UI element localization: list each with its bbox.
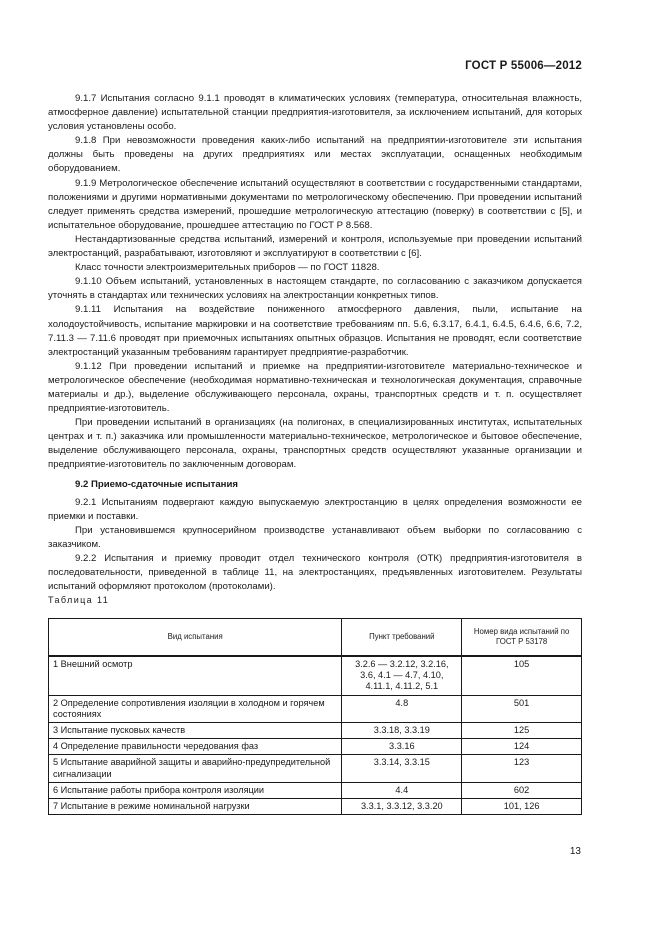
- cell-number: 602: [462, 782, 582, 798]
- table-row: [49, 723, 582, 739]
- paragraph: 9.1.11 Испытания на воздействие пониженного атмосферного давления, пыли, испытание на холодоустойчивость, испытание маркировки и на соответствие требованиям пп. 5.6, 6.3.17, 6.4.1, 6.4.5, 6.4.6, 6.6, 7.2, 7.11.3 — 7.11.6 проводят при приемочных испытаниях опытных образцов. Испытания не проводят, если соответствие электростанций указанным требованиям гарантирует предприятие-разработчик.: [48, 304, 582, 358]
- paragraph: 9.1.7 Испытания согласно 9.1.1 проводят в климатических условиях (температура, относительная влажность, атмосферное давление) испытательной станции предприятия-изготовителя, за исключением испытаний, для которых условия установлены особо.: [48, 93, 582, 133]
- cell-test: 7 Испытание в режиме номинальной нагрузки: [49, 799, 342, 815]
- cell-requirement: 3.3.1, 3.3.12, 3.3.20: [342, 799, 462, 815]
- cell-number: 124: [462, 739, 582, 755]
- cell-requirement: 3.3.18, 3.3.19: [342, 723, 462, 739]
- table-header-row: [49, 619, 582, 657]
- table-row: [49, 739, 582, 755]
- paragraph: 9.1.8 При невозможности проведения каких-либо испытаний на предприятии-изготовителе эти испытания должны быть проведены на других предприятиях или местах эксплуатации, оснащенных необходимым оборудованием.: [48, 135, 582, 175]
- paragraph: 9.1.9 Метрологическое обеспечение испытаний осуществляют в соответствии с государственными стандартами, положениями и другими нормативными документами по метрологическому обеспечению. При проведении испытаний следует применять средства измерений, прошедшие метрологическую аттестацию (поверку) в соответствии с [5], и испытательное оборудование, прошедшее аттестацию по ГОСТ Р 8.568.: [48, 177, 582, 231]
- table-row: [49, 755, 582, 782]
- table-row: [49, 782, 582, 798]
- tests-table: [48, 618, 582, 815]
- table-row: [49, 656, 582, 695]
- table-row: [49, 799, 582, 815]
- table-row: [49, 695, 582, 722]
- cell-test: 1 Внешний осмотр: [49, 656, 342, 695]
- header-test-number: Номер вида испытаний по ГОСТ Р 53178: [462, 619, 582, 657]
- cell-requirement: 4.4: [342, 782, 462, 798]
- paragraph: Класс точности электроизмерительных приборов — по ГОСТ 11828.: [75, 262, 380, 274]
- paragraph: При проведении испытаний в организациях (на полигонах, в специализированных институтах, испытательных центрах и т. п.) заказчика или промышленности материально-техническое, метрологическое и бытовое обеспечение, выделение обслуживающего персонала, охраны, транспортных средств осуществляют указанные организации и предприятие-изготовитель по заключенным договорам.: [48, 417, 582, 471]
- page-number: 13: [569, 846, 581, 857]
- paragraph: 9.1.12 При проведении испытаний и приемке на предприятии-изготовителе материально-техническое и метрологическое обеспечение (необходимая нормативно-техническая и технологическая документация, справочные материалы и др.), выделение обслуживающего персонала, охраны, транспортных средств и т. п. осуществляет предприятие-изготовитель.: [48, 360, 582, 415]
- cell-test: 2 Определение сопротивления изоляции в холодном и горячем состояниях: [49, 695, 342, 722]
- header-test-type: Вид испытания: [49, 619, 342, 657]
- section-title: 9.2 Приемо-сдаточные испытания: [75, 478, 238, 490]
- cell-requirement: 4.8: [342, 695, 462, 722]
- standard-header: ГОСТ Р 55006—2012: [465, 60, 582, 72]
- cell-test: 3 Испытание пусковых качеств: [49, 723, 342, 739]
- table-caption: Таблица 11: [48, 595, 110, 605]
- cell-number: 501: [462, 695, 582, 722]
- cell-test: 5 Испытание аварийной защиты и аварийно-предупредительной сигнализации: [49, 755, 342, 782]
- cell-test: 6 Испытание работы прибора контроля изоляции: [49, 782, 342, 798]
- cell-requirement: 3.3.14, 3.3.15: [342, 755, 462, 782]
- cell-requirement: 3.2.6 — 3.2.12, 3.2.16, 3.6, 4.1 — 4.7, 4.10, 4.11.1, 4.11.2, 5.1: [342, 656, 462, 695]
- paragraph: 9.1.10 Объем испытаний, установленных в настоящем стандарте, по согласованию с заказчиком допускается уточнять в стандартах или технических условиях на электростанции конкретных типов.: [48, 276, 582, 302]
- cell-test: 4 Определение правильности чередования фаз: [49, 739, 342, 755]
- cell-number: 125: [462, 723, 582, 739]
- cell-requirement: 3.3.16: [342, 739, 462, 755]
- paragraph: При установившемся крупносерийном производстве устанавливают объем выборки по согласованию с заказчиком.: [48, 524, 582, 550]
- paragraph: 9.2.1 Испытаниям подвергают каждую выпускаемую электростанцию в целях определения возможности ее приемки и поставки.: [48, 496, 582, 522]
- cell-number: 101, 126: [462, 799, 582, 815]
- cell-number: 123: [462, 755, 582, 782]
- paragraph: 9.2.2 Испытания и приемку проводит отдел технического контроля (ОТК) предприятия-изготовителя в последовательности, приведенной в таблице 11, на электростанциях, предъявленных изготовителем. Результаты испытаний оформляют протоколом (протоколами).: [48, 553, 582, 593]
- cell-number: 105: [462, 656, 582, 695]
- body-text: [48, 92, 582, 594]
- header-requirement: Пункт требований: [342, 619, 462, 657]
- paragraph: Нестандартизованные средства испытаний, измерений и контроля, используемые при проведении испытаний электростанций, разрабатывают, изготовляют и эксплуатируют в соответствии с [6].: [48, 233, 582, 260]
